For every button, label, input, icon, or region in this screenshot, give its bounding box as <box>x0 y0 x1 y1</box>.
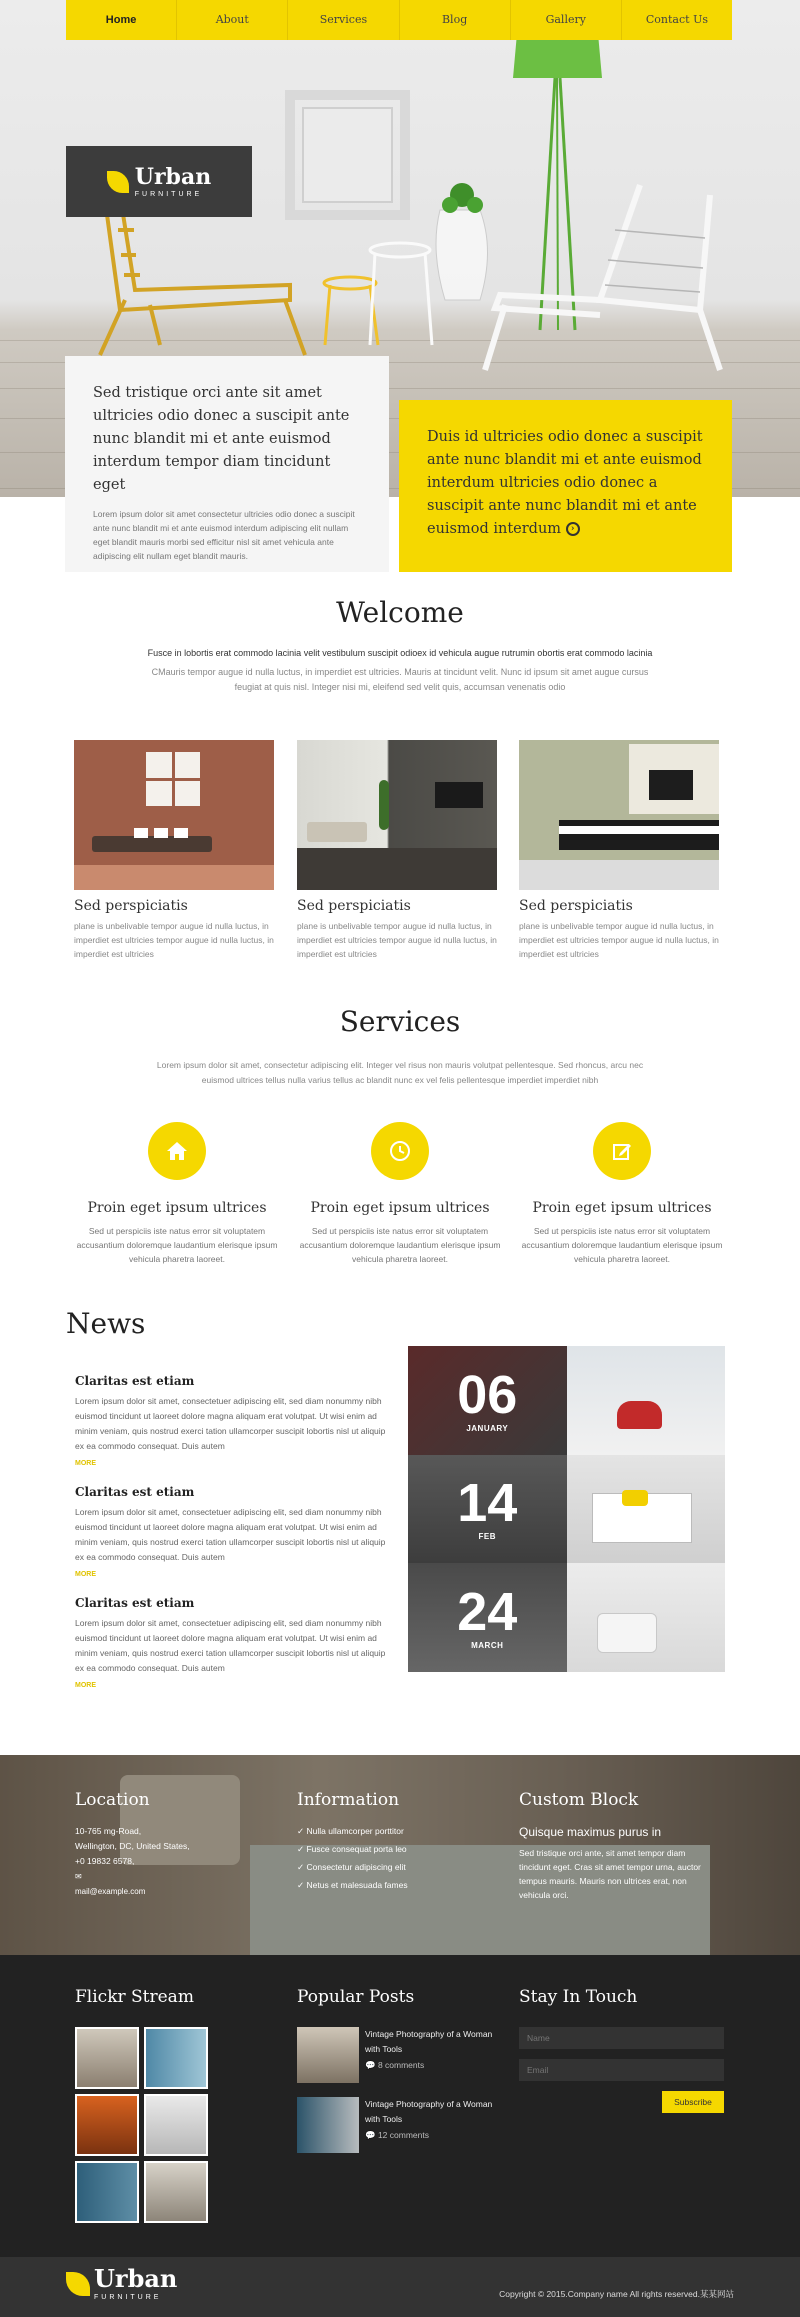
feature-image[interactable] <box>519 740 719 890</box>
hero-card-left <box>65 356 389 572</box>
services-intro: Lorem ipsum dolor sit amet, consectetur adipiscing elit. Integer vel risus non mauris volutpat pellentesque. Sed rhoncus, arcu nec euismod ultrices tellus nulla varius tellus ac blandit nunc ex vel felis pellentesque imperdiet imperdiet nibh <box>156 1060 644 1085</box>
services-title: Services <box>339 1005 461 1038</box>
logo-tagline: FURNITURE <box>134 190 203 198</box>
news-more-link[interactable]: MORE <box>75 1571 96 1578</box>
footer-logo-name: Urban <box>94 2264 178 2293</box>
check-icon: ✓ <box>297 1862 307 1872</box>
service-item <box>292 1122 508 1266</box>
name-input[interactable] <box>519 2027 724 2049</box>
information-item: Nulla ullamcorper porttitor <box>306 1826 404 1836</box>
check-icon: ✓ <box>297 1844 307 1854</box>
information-item: Fusce consequat porta leo <box>306 1844 407 1854</box>
flickr-thumb[interactable] <box>144 2094 208 2156</box>
news-item-title[interactable]: Claritas est etiam <box>75 1485 195 1499</box>
news-item <box>75 1596 390 1689</box>
news-date-month: JANUARY <box>466 1423 509 1433</box>
home-icon[interactable] <box>148 1122 206 1180</box>
arrow-right-icon[interactable]: › <box>566 522 580 536</box>
nav-blog[interactable]: Blog <box>400 0 511 40</box>
leaf-icon <box>107 171 129 193</box>
nav-gallery[interactable]: Gallery <box>511 0 622 40</box>
hero-card-left-heading: Sed tristique orci ante sit amet ultricies odio donec a suscipit ante nunc blandit mi et ante euismod interdum tempor diam tincidunt eget <box>93 385 350 493</box>
service-title: Proin eget ipsum ultrices <box>87 1200 267 1216</box>
news-item-text: Lorem ipsum dolor sit amet, consectetuer adipiscing elit, sed diam nonummy nibh euismod tincidunt ut laoreet dolore magna aliquam erat volutpat. Ut wisi enim ad minim veniam, quis nostrud exerci tation ullamcorper suscipit lobortis nisl ut aliquip ex ea commodo consequat. Duis autem <box>75 1396 386 1451</box>
flickr-thumb[interactable] <box>75 2161 139 2223</box>
nav-about[interactable]: About <box>177 0 288 40</box>
news-date-tile[interactable] <box>408 1563 567 1672</box>
service-item <box>69 1122 285 1266</box>
news-date-day: 24 <box>457 1582 518 1643</box>
news-item-text: Lorem ipsum dolor sit amet, consectetuer adipiscing elit, sed diam nonummy nibh euismod tincidunt ut laoreet dolore magna aliquam erat volutpat. Ut wisi enim ad minim veniam, quis nostrud exerci tation ullamcorper suscipit lobortis nisl ut aliquip ex ea commodo consequat. Duis autem <box>75 1618 386 1673</box>
welcome-bold-line: Fusce in lobortis erat commodo lacinia velit vestibulum suscipit odioex id vehicula augue rutrumin obortis erat commodo lacinia <box>147 648 653 658</box>
service-title: Proin eget ipsum ultrices <box>310 1200 490 1216</box>
news-image[interactable] <box>567 1346 726 1455</box>
stay-in-touch-block <box>519 1987 724 2113</box>
comment-icon: 💬 <box>365 2130 378 2140</box>
flickr-thumb[interactable] <box>75 2027 139 2089</box>
feature-title: Sed perspiciatis <box>74 898 188 914</box>
flickr-block <box>75 1987 208 2223</box>
footer-logo-tagline: FURNITURE <box>94 2294 162 2301</box>
nav-home[interactable]: Home <box>66 0 177 40</box>
footer-logo[interactable] <box>66 2264 178 2301</box>
news-item <box>75 1485 390 1578</box>
location-block <box>75 1790 190 1899</box>
service-item <box>514 1122 730 1266</box>
main-nav <box>66 0 732 40</box>
flickr-thumb[interactable] <box>144 2027 208 2089</box>
news-item-title[interactable]: Claritas est etiam <box>75 1596 195 1610</box>
email-input[interactable] <box>519 2059 724 2081</box>
information-block <box>297 1790 408 1896</box>
hero-card-right <box>399 400 732 572</box>
news-image[interactable] <box>567 1455 726 1564</box>
popular-posts-block <box>297 1987 497 2153</box>
subscribe-button[interactable]: Subscribe <box>662 2091 724 2113</box>
feature-card <box>74 740 274 961</box>
news-title: News <box>66 1307 146 1340</box>
check-icon: ✓ <box>297 1880 307 1890</box>
clock-icon[interactable] <box>371 1122 429 1180</box>
flickr-thumb[interactable] <box>144 2161 208 2223</box>
custom-title: Custom Block <box>519 1790 639 1810</box>
information-title: Information <box>297 1790 400 1810</box>
news-date-day: 14 <box>457 1473 518 1534</box>
copyright: Copyright © 2015.Company name All rights reserved.某某网站 <box>499 2289 734 2299</box>
feature-text: plane is unbelivable tempor augue id nulla luctus, in imperdiet est ultricies tempor augue id nulla luctus, in imperdiet est ultricies <box>297 921 497 959</box>
service-text: Sed ut perspiciis iste natus error sit voluptatem accusantium doloremque laudantium elerisque ipsum vehicula pharetra laoreet. <box>76 1226 278 1264</box>
post-thumb[interactable] <box>297 2027 359 2083</box>
leaf-icon <box>66 2272 90 2296</box>
information-item: Netus et malesuada fames <box>306 1880 408 1890</box>
welcome-text: CMauris tempor augue id nulla luctus, in imperdiet est ultricies. Mauris at tincidunt velit. Nunc id ipsum sit amet augue cursus feugiat at quis nisl. Integer nisi mi, eleifend sed velit quis, accumsan venenatis odio <box>151 667 649 692</box>
news-date-month: FEB <box>478 1532 496 1542</box>
news-item-text: Lorem ipsum dolor sit amet, consectetuer adipiscing elit, sed diam nonummy nibh euismod tincidunt ut laoreet dolore magna aliquam erat volutpat. Ut wisi enim ad minim veniam, quis nostrud exerci tation ullamcorper suscipit lobortis nisl ut aliquip ex ea commodo consequat. Duis autem <box>75 1507 386 1562</box>
location-email[interactable]: mail@example.com <box>75 1887 146 1896</box>
feature-title: Sed perspiciatis <box>519 898 633 914</box>
post-thumb[interactable] <box>297 2097 359 2153</box>
footer <box>0 1955 800 2257</box>
feature-image[interactable] <box>74 740 274 890</box>
nav-contact[interactable]: Contact Us <box>645 13 708 26</box>
welcome-title: Welcome <box>336 596 464 629</box>
feature-image[interactable] <box>297 740 497 890</box>
nav-services[interactable]: Services <box>288 0 399 40</box>
edit-icon[interactable] <box>593 1122 651 1180</box>
flickr-thumbs <box>75 2027 208 2223</box>
post-title[interactable]: Vintage Photography of a Woman with Tools <box>365 2029 493 2054</box>
service-text: Sed ut perspiciis iste natus error sit voluptatem accusantium doloremque laudantium elerisque ipsum vehicula pharetra laoreet. <box>521 1226 723 1264</box>
logo-name: Urban <box>134 163 212 190</box>
news-date-tile[interactable] <box>408 1346 567 1455</box>
flickr-title: Flickr Stream <box>75 1987 194 2007</box>
news-item <box>75 1374 390 1467</box>
news-date-tile[interactable] <box>408 1455 567 1564</box>
post-comments: 12 comments <box>377 2130 429 2140</box>
feature-text: plane is unbelivable tempor augue id nulla luctus, in imperdiet est ultricies tempor augue id nulla luctus, in imperdiet est ultricies <box>74 921 274 959</box>
location-address-line2: Wellington, DC, United States, <box>75 1841 190 1851</box>
location-address-line1: 10-765 mg-Road, <box>75 1826 142 1836</box>
popular-post[interactable] <box>297 2027 497 2083</box>
custom-block <box>519 1790 719 1902</box>
popular-title: Popular Posts <box>297 1987 415 2007</box>
service-text: Sed ut perspiciis iste natus error sit voluptatem accusantium doloremque laudantium elerisque ipsum vehicula pharetra laoreet. <box>299 1226 501 1264</box>
custom-subtitle: Quisque maximus purus in <box>519 1825 662 1839</box>
feature-text: plane is unbelivable tempor augue id nulla luctus, in imperdiet est ultricies tempor augue id nulla luctus, in imperdiet est ultricies <box>519 921 719 959</box>
comment-icon: 💬 <box>365 2060 378 2070</box>
mail-icon: ✉ <box>75 1872 82 1881</box>
bottom-bar <box>0 2257 800 2317</box>
check-icon: ✓ <box>297 1826 307 1836</box>
post-comments: 8 comments <box>377 2060 425 2070</box>
hero-card-left-text: Lorem ipsum dolor sit amet consectetur ultricies odio donec a suscipit ante nunc blandit mi et ante euismod interdum adipiscing elit nullam eget blandit mauris morbi sed efficitur nisl sit amet vehicula ante adipiscing elit nullam eget blandit mauris. <box>93 509 355 561</box>
news-item-title[interactable]: Claritas est etiam <box>75 1374 195 1388</box>
news-date-grid <box>408 1346 725 1672</box>
custom-text: Sed tristique orci ante, sit amet tempor diam tincidunt eget. Cras sit amet tempor urna, auctor tempus mauris. Mauris non ultrices erat, non vehicula orci. <box>519 1848 701 1900</box>
information-list <box>297 1824 408 1893</box>
site-logo[interactable] <box>66 146 252 217</box>
popular-post[interactable] <box>297 2097 497 2153</box>
location-phone: +0 19832 6578, <box>75 1856 135 1866</box>
news-date-day: 06 <box>457 1364 518 1425</box>
news-date-month: MARCH <box>471 1641 504 1651</box>
touch-title: Stay In Touch <box>519 1987 638 2007</box>
news-more-link[interactable]: MORE <box>75 1460 96 1467</box>
news-image[interactable] <box>567 1563 726 1672</box>
location-title: Location <box>75 1790 150 1810</box>
post-title[interactable]: Vintage Photography of a Woman with Tools <box>365 2099 493 2124</box>
information-item: Consectetur adipiscing elit <box>306 1862 406 1872</box>
feature-card <box>519 740 719 961</box>
flickr-thumb[interactable] <box>75 2094 139 2156</box>
service-title: Proin eget ipsum ultrices <box>532 1200 712 1216</box>
feature-title: Sed perspiciatis <box>297 898 411 914</box>
news-more-link[interactable]: MORE <box>75 1682 96 1689</box>
feature-card <box>297 740 497 961</box>
hero-card-right-heading: Duis id ultricies odio donec a suscipit ante nunc blandit mi et ante euismod interdum ultricies odio donec a suscipit ante nunc blandit mi et ante euismod interdum <box>427 429 703 537</box>
